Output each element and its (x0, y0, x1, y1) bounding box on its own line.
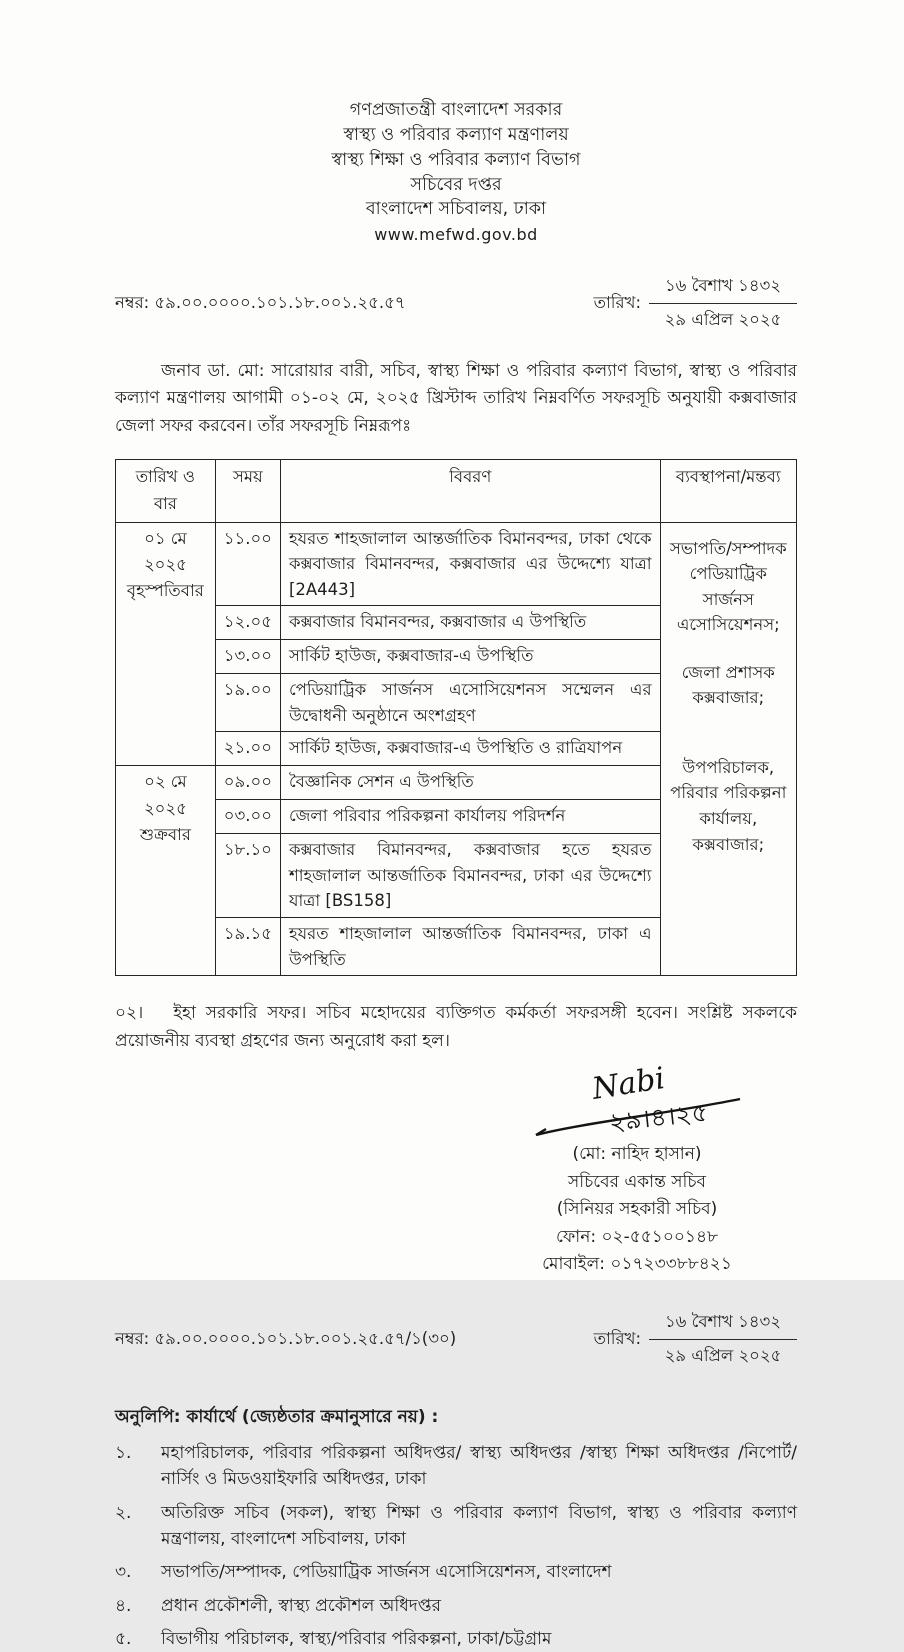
copy-item-text: অতিরিক্ত সচিব (সকল), স্বাস্থ্য শিক্ষা ও পরিবার কল্যাণ বিভাগ, স্বাস্থ্য ও পরিবার কল্যাণ মন্ত্রণালয়, বাংলাদেশ সচিবালয়, ঢাকা (161, 1502, 797, 1549)
signatory-designation-1: সচিবের একান্ত সচিব (568, 1171, 706, 1192)
signatory-designation-2: (সিনিয়র সহকারী সচিব) (556, 1199, 718, 1220)
time-cell: ০৩.০০ (215, 800, 280, 834)
header-date-day: তারিখ ও বার (116, 459, 216, 522)
letterhead-website: www.mefwd.gov.bd (374, 225, 538, 245)
day2-date: ০২ মে ২০২৫ (143, 772, 187, 818)
desc-cell: বৈজ্ঞানিক সেশন এ উপস্থিতি (280, 766, 660, 800)
body-paragraph: জনাব ডা. মো: সারোয়ার বারী, সচিব, স্বাস্থ্য শিক্ষা ও পরিবার কল্যাণ বিভাগ, স্বাস্থ্য ও পরিবার কল্যাণ মন্ত্রণালয় আগামী ০১-০২ মে, ২০২৫ খ্রিস্টাব্দ তারিখ নিম্নবর্ণিত সফরসূচি অনুযায়ী কক্সবাজার জেলা সফর করবেন। তাঁর সফরসূচি নিম্নরূপঃ (115, 360, 797, 436)
schedule-row (116, 522, 797, 606)
day2-weekday: শুক্রবার (139, 825, 191, 845)
letterhead-division: স্বাস্থ্য শিক্ষা ও পরিবার কল্যাণ বিভাগ (331, 149, 581, 170)
date-bangla-2: ১৬ বৈশাখ ১৪৩২ (649, 1309, 797, 1340)
letterhead-office: সচিবের দপ্তর (410, 174, 502, 195)
copy-item-number: ১. (115, 1442, 132, 1463)
closing-paragraph (115, 1000, 797, 1055)
date-block-2 (594, 1309, 797, 1370)
memo-row-2 (115, 1309, 797, 1370)
handwritten-signature (522, 1061, 752, 1147)
signatory-phone: ফোন: ০২-৫৫১০০১৪৮ (555, 1226, 719, 1247)
copy-item-number: ৪. (115, 1595, 132, 1616)
date-label-1: তারিখ: (593, 292, 641, 312)
copy-item-text: মহাপরিচালক, পরিবার পরিকল্পনা অধিদপ্তর/ স্বাস্থ্য অধিদপ্তর /স্বাস্থ্য শিক্ষা অধিদপ্তর /নিপোর্ট/নার্সিং ও মিডওয়াইফারি অধিদপ্তর, ঢাকা (161, 1442, 797, 1490)
closing-paragraph-text: ইহা সরকারি সফর। সচিব মহোদয়ের ব্যক্তিগত কর্মকর্তা সফরসঙ্গী হবেন। সংশ্লিষ্ট সকলকে প্রয়োজনীয় ব্যবস্থা গ্রহণের জন্য অনুরোধ করা হল। (115, 1003, 797, 1051)
closing-paragraph-number: ০২। (115, 1003, 144, 1024)
date-stack-1 (649, 273, 797, 334)
management-group1: সভাপতি/সম্পাদক পেডিয়াট্রিক সার্জনস এসোসিয়েশনস; (669, 538, 787, 635)
signature-block (507, 1061, 767, 1279)
copy-list (115, 1440, 797, 1652)
header-management: ব্যবস্থাপনা/মন্তব্য (660, 459, 796, 522)
management-cell (660, 522, 796, 976)
header-description: বিবরণ (280, 459, 660, 522)
time-cell: ১৮.১০ (215, 834, 280, 918)
letterhead (115, 98, 797, 247)
management-group2: জেলা প্রশাসক কক্সবাজার; (681, 662, 775, 708)
desc-cell: হযরত শাহজালাল আন্তর্জাতিক বিমানবন্দর, ঢাকা থেকে কক্সবাজার বিমানবন্দর, কক্সবাজার এর উদ্দেশ্যে যাত্রা [2A443] (280, 522, 660, 606)
time-cell: ১৯.০০ (215, 674, 280, 732)
date-block-1 (594, 273, 797, 334)
desc-cell: জেলা পরিবার পরিকল্পনা কার্যালয় পরিদর্শন (280, 800, 660, 834)
time-cell: ১২.০৫ (215, 606, 280, 640)
desc-cell: কক্সবাজার বিমানবন্দর, কক্সবাজার এ উপস্থিতি (280, 606, 660, 640)
memo-row-1 (115, 273, 797, 334)
copy-list-item (115, 1500, 797, 1553)
letterhead-secretariat: বাংলাদেশ সচিবালয়, ঢাকা (365, 199, 547, 220)
desc-cell: সার্কিট হাউজ, কক্সবাজার-এ উপস্থিতি ও রাত্রিযাপন (280, 732, 660, 766)
copy-item-number: ৫. (115, 1628, 132, 1649)
management-group3: উপপরিচালক, পরিবার পরিকল্পনা কার্যালয়, কক্সবাজার; (670, 757, 787, 854)
day1-cell (116, 522, 216, 766)
copy-list-item (115, 1559, 797, 1585)
letterhead-government: গণপ্রজাতন্ত্রী বাংলাদেশ সরকার (349, 100, 563, 120)
copy-list-item (115, 1593, 797, 1619)
day2-cell (116, 766, 216, 976)
time-cell: ১১.০০ (215, 522, 280, 606)
desc-cell: কক্সবাজার বিমানবন্দর, কক্সবাজার হতে হযরত শাহজালাল আন্তর্জাতিক বিমানবন্দর, ঢাকা এর উদ্দেশ্যে যাত্রা [BS158] (280, 834, 660, 918)
memo-number-2: নম্বর: ৫৯.০০.০০০০.১০১.১৮.০০১.২৫.৫৭/১(৩০) (115, 1328, 457, 1348)
copy-list-item (115, 1626, 797, 1652)
date-english-1: ২৯ এপ্রিল ২০২৫ (664, 309, 782, 329)
desc-cell: হযরত শাহজালাল আন্তর্জাতিক বিমানবন্দর, ঢাকা এ উপস্থিতি (280, 918, 660, 976)
copy-item-text: প্রধান প্রকৌশলী, স্বাস্থ্য প্রকৌশল অধিদপ্তর (161, 1595, 442, 1616)
schedule-table (115, 459, 797, 977)
time-cell: ১৯.১৫ (215, 918, 280, 976)
copy-item-text: সভাপতি/সম্পাদক, পেডিয়াট্রিক সার্জনস এসোসিয়েশনস, বাংলাদেশ (161, 1562, 612, 1583)
letterhead-ministry: স্বাস্থ্য ও পরিবার কল্যাণ মন্ত্রণালয় (343, 124, 569, 145)
day1-date: ০১ মে ২০২৫ (143, 528, 187, 574)
copy-item-number: ২. (115, 1502, 132, 1523)
date-bangla-1: ১৬ বৈশাখ ১৪৩২ (649, 273, 797, 304)
copy-item-text: বিভাগীয় পরিচালক, স্বাস্থ্য/পরিবার পরিকল্পনা, ঢাকা/চট্টগ্রাম (161, 1628, 552, 1649)
document-content (115, 98, 797, 1652)
copy-list-item (115, 1440, 797, 1493)
desc-cell: সার্কিট হাউজ, কক্সবাজার-এ উপস্থিতি (280, 640, 660, 674)
memo-number-1: নম্বর: ৫৯.০০.০০০০.১০১.১৮.০০১.২৫.৫৭ (115, 292, 406, 312)
signatory-mobile: মোবাইল: ০১৭২৩৩৮৮৪২১ (542, 1254, 732, 1275)
schedule-header-row (116, 459, 797, 522)
day1-weekday: বৃহস্পতিবার (126, 581, 204, 601)
copy-list-heading: অনুলিপি: কার্যার্থে (জ্যেষ্ঠতার ক্রমানুসারে নয়) : (115, 1406, 439, 1427)
signature-name-scribble: Nabi (589, 1061, 668, 1108)
copy-item-number: ৩. (115, 1562, 132, 1583)
desc-cell: পেডিয়াট্রিক সার্জনস এসোসিয়েশনস সম্মেলন এর উদ্বোধনী অনুষ্ঠানে অংশগ্রহণ (280, 674, 660, 732)
signatory-name: (মো: নাহিদ হাসান) (572, 1144, 702, 1165)
time-cell: ২১.০০ (215, 732, 280, 766)
date-label-2: তারিখ: (593, 1328, 641, 1348)
header-time: সময় (215, 459, 280, 522)
date-stack-2 (649, 1309, 797, 1370)
signature-date-scribble: ২৯।৪।২৫ (607, 1097, 710, 1138)
time-cell: ০৯.০০ (215, 766, 280, 800)
time-cell: ১৩.০০ (215, 640, 280, 674)
date-english-2: ২৯ এপ্রিল ২০২৫ (664, 1345, 782, 1365)
